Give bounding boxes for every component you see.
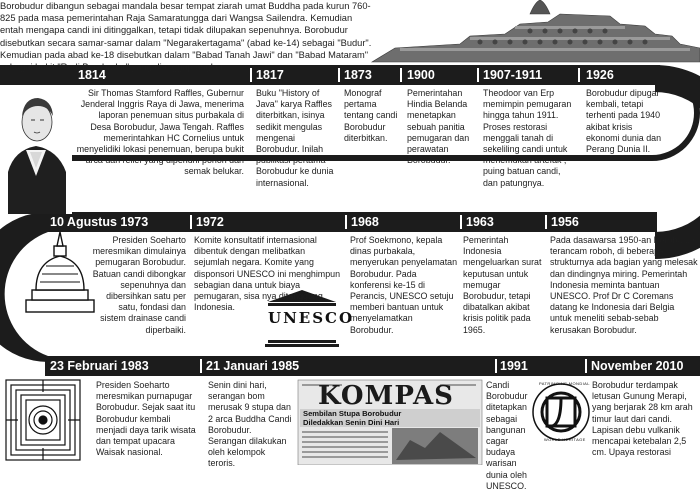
year-1817: 1817: [256, 68, 284, 82]
event-2010-text: Borobudur terdampak letusan Gunung Merapi, yang berjarak 28 km arah timur laut dari candi. Lapisan debu vulkanik mencapai ketebalan 2,5 cm. Upaya restorasi: [592, 380, 693, 458]
year-1907-1911: 1907-1911: [483, 68, 543, 82]
event-1926-text: Borobudur dipugar kembali, tetapi terhenti pada 1940 akibat krisis ekonomi dunia dan Perang Dunia II.: [586, 88, 661, 155]
year-23-februari-1983: 23 Februari 1983: [50, 359, 149, 373]
event-1873-text: Monograf pertama tentang candi Borobudur diterbitkan.: [344, 88, 398, 143]
year-1972: 1972: [196, 215, 224, 229]
borobudur-temple-image: [372, 0, 700, 62]
intro-paragraph: Borobudur dibangun sebagai mandala besar tempat ziarah umat Buddha pada kurun 760-825 pada masa pemerintahan Raja Samaratungga dari Wangsa Sailendra. Kemudian entah mengapa candi ini ditinggalkan, tetapi tidak dilupakan sepenuhnya. Borobudur disebutkan secara samar-samar dalam "Negarakertagama" (abad ke-14) sebagai "Budur". Kemudian pada abad ke-18 disebutkan dalam "Babad Tanah Jawi" dan "Babad Mataram" sebagai bukit "Redi Borobudur" yang dianggap angker.: [0, 1, 372, 73]
event-1814-text: Sir Thomas Stamford Raffles, Gubernur Jenderal Inggris Raya di Jawa, menerima laporan penemuan situs purbakala di Desa Borobudur, Jawa Tengah. Raffles memerintahkan HC Cornelius untuk menyelidiki lokasi penemuan, berupa bukit arca dan relief yang dipenuhi pohon dan semak belukar.: [76, 88, 244, 177]
year-1873: 1873: [344, 68, 372, 82]
unesco-label: UNESCO: [268, 309, 355, 327]
event-1985-text: Senin dini hari, serangan bom merusak 9 stupa dan 2 arca Buddha Candi Borobudur. Serangan dilakukan oleh kelompok teroris.: [208, 380, 292, 469]
borobudur-mandala-plan: [6, 380, 80, 460]
world-heritage-emblem: [533, 384, 589, 440]
year-1900: 1900: [407, 68, 435, 82]
year-10-agustus-1973: 10 Agustus 1973: [50, 215, 149, 229]
whc-ring-bottom: WORLD HERITAGE: [544, 437, 586, 442]
year-1968: 1968: [351, 215, 379, 229]
event-1817-text: Buku "History of Java" karya Raffles diterbitkan, isinya sedikit mengulas mengenai Borobudur. Inilah publikasi pertama Borobudur ke dunia internasional.: [256, 88, 334, 188]
stupa-illustration: [26, 232, 94, 312]
event-1973-text: Presiden Soeharto meresmikan dimulainya pemugaran Borobudur. Batuan candi dibongkar sepenuhnya dan dibersihkan satu per satu, fondasi dan sistem drainase candi diperbaiki.: [92, 235, 186, 335]
year-1926: 1926: [586, 68, 614, 82]
event-1956-text: Pada dasawarsa 1950-an Borobudur terancam roboh, di beberapa strukturnya ada bagian yang melesak dan dindingnya miring. Pemerintah Indonesia meminta bantuan UNESCO. Prof Dr C Coremans datang ke Indonesia dari Belgia untuk meneliti sebab-sebab kerusakan Borobudur.: [550, 235, 698, 335]
event-1963-text: Pemerintah Indonesia mengeluarkan surat keputusan untuk memugar Borobudur, tetapi dibatalkan akibat krisis politik pada 1965.: [463, 235, 542, 335]
event-1991-text: Candi Borobudur ditetapkan sebagai bangunan cagar budaya warisan dunia oleh UNESCO.: [486, 380, 528, 491]
whc-ring-top: PATRIMOINE MONDIAL: [539, 381, 590, 386]
event-1968-text: Prof Soekmono, kepala dinas purbakala, menyerukan penyelamatan Borobudur. Pada konferensi ke-15 di Perancis, UNESCO setuju memberi bantuan untuk menyelamatkan Borobudur.: [350, 235, 458, 335]
kompas-headline: [303, 410, 401, 427]
raffles-portrait-image: [0, 88, 72, 214]
year-1991: 1991: [500, 359, 528, 373]
year-1814: 1814: [78, 68, 106, 82]
event-1972-text: Komite konsultatif internasional dibentuk dengan melibatkan sejumlah negara. Komite yang disponsori UNESCO ini menghimpun sebagian dana untuk biaya pemugaran, sisa nya ditanggung Indonesia.: [194, 235, 341, 313]
year-1956: 1956: [551, 215, 579, 229]
kompas-headline-line2: Diledakkan Senin Dini Hari: [303, 417, 400, 427]
kompas-headline-line1: Sembilan Stupa Borobudur: [303, 409, 402, 418]
year-21-januari-1985: 21 Januari 1985: [206, 359, 300, 373]
event-1900-text: Pemerintahan Hindia Belanda menetapkan sebuah panitia pemugaran dan perawatan Borobudur.: [407, 88, 470, 166]
kompas-masthead: KOMPAS: [318, 381, 454, 411]
year-1963: 1963: [466, 215, 494, 229]
event-1983-text: Presiden Soeharto meresmikan purnapugar Borobudur. Sejak saat itu Borobudur kembali menjadi daya tarik wisata dan tempat upacara Waisak nasional.: [96, 380, 196, 458]
event-1907-1911-text: Theodoor van Erp memimpin pemugaran hingga tahun 1911. Proses restorasi menggali tanah di sekeliling candi untuk menemukan artefak , puing batuan candi, dan patungnya.: [483, 88, 572, 188]
year-november-2010: November 2010: [591, 359, 684, 373]
